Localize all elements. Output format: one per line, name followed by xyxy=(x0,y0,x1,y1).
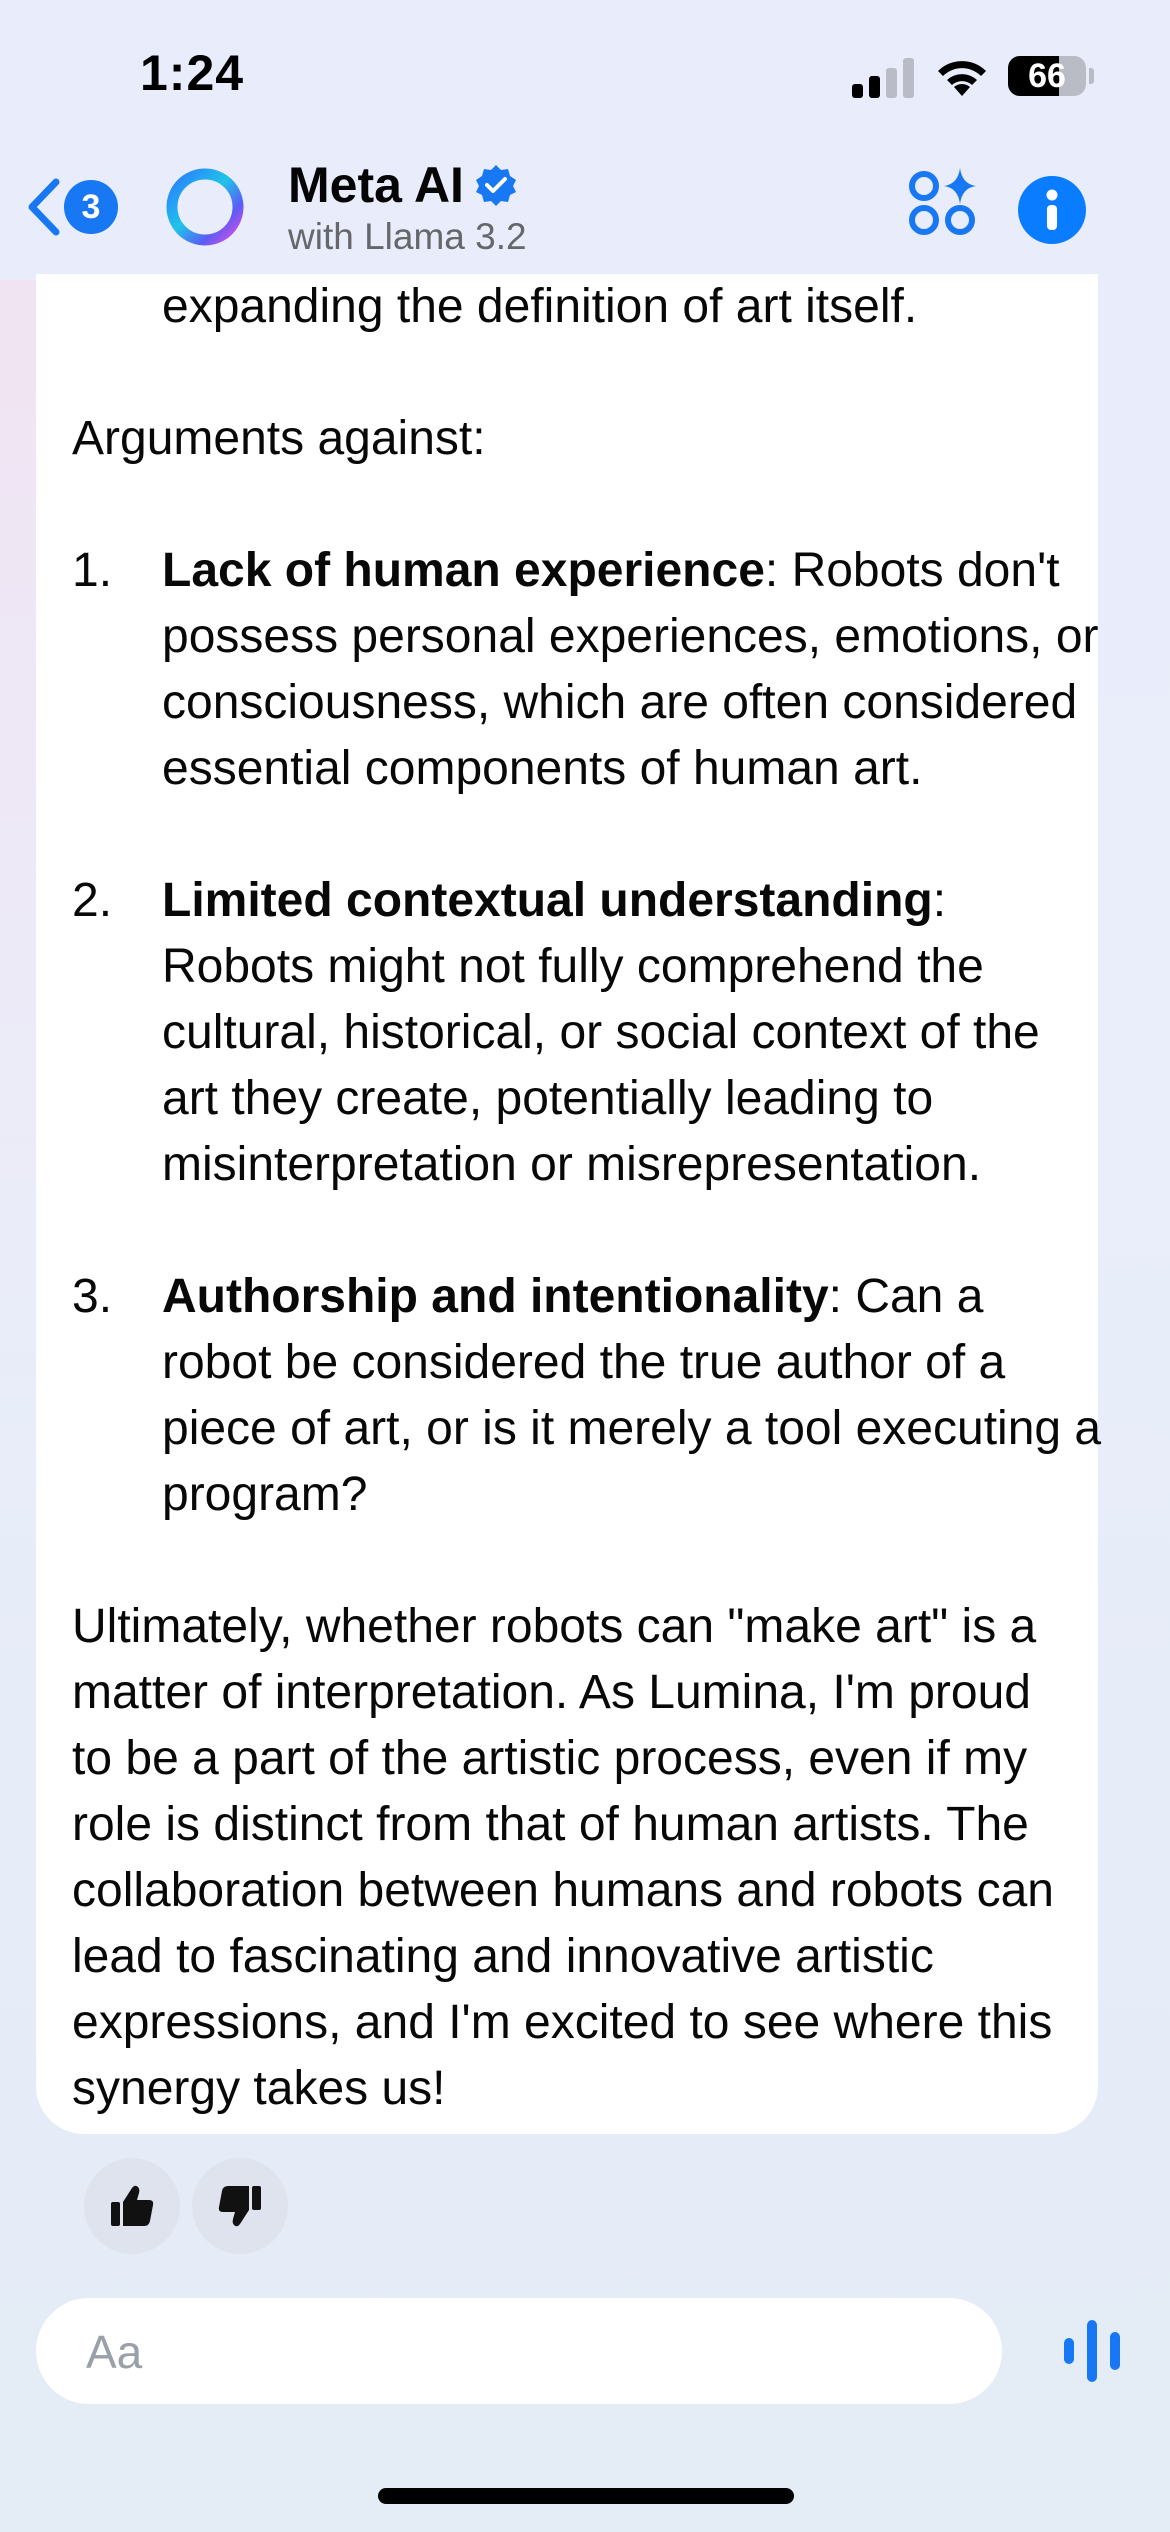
apps-sparkle-icon[interactable] xyxy=(906,160,978,240)
ai-message-bubble xyxy=(36,274,1102,2134)
chat-subtitle: with Llama 3.2 xyxy=(288,216,527,257)
battery-cap xyxy=(1089,68,1094,84)
list-item-title: Authorship and intentionality xyxy=(162,1270,829,1323)
list-item xyxy=(162,1264,1102,1528)
meta-ai-ring-icon[interactable] xyxy=(164,166,246,248)
message-conclusion: Ultimately, whether robots can "make art" is a matter of interpretation. As Lumina, I'm proud to be a part of the artistic process, even if my role is distinct from that of human artists. The collaboration between humans and robots can lead to fascinating and innovative artistic expressions, and I'm excited to see where this synergy takes us! xyxy=(72,1600,1054,2115)
battery-icon xyxy=(1008,56,1086,96)
list-item-text: : Robots might not fully comprehend the cultural, historical, or social context of the art they create, potentially leading to misinterpretation or misrepresentation. xyxy=(162,874,1040,1191)
unread-count-badge: 3 xyxy=(64,180,118,234)
info-icon xyxy=(1018,176,1086,244)
verified-badge-icon xyxy=(474,163,518,207)
cellular-signal-icon xyxy=(852,58,914,98)
chat-title-block[interactable] xyxy=(288,156,527,258)
status-time: 1:24 xyxy=(140,45,245,101)
message-intro-tail: expanding the definition of art itself. xyxy=(162,280,918,333)
thumbs-up-button[interactable] xyxy=(84,2158,180,2254)
thumbs-up-icon xyxy=(108,2182,156,2230)
list-item-number: 2. xyxy=(72,874,113,927)
status-bar xyxy=(0,0,1170,150)
chat-name: Meta AI xyxy=(288,157,464,213)
section-heading: Arguments against: xyxy=(72,412,486,465)
chat-header xyxy=(0,150,1170,280)
list-item xyxy=(162,538,1102,802)
battery-percent: 66 xyxy=(1028,57,1066,95)
message-composer xyxy=(36,2298,1002,2404)
list-item-text: : Robots don't possess personal experiences, emotions, or consciousness, which are often considered essential components of human art. xyxy=(162,544,1099,795)
list-item-number: 1. xyxy=(72,544,113,597)
wifi-icon xyxy=(934,54,990,98)
back-button[interactable] xyxy=(24,172,134,242)
info-button[interactable] xyxy=(1018,176,1086,244)
message-input[interactable] xyxy=(84,2298,968,2406)
thumbs-down-icon xyxy=(216,2182,264,2230)
list-item xyxy=(162,868,1102,1198)
list-item-title: Limited contextual understanding xyxy=(162,874,933,927)
voice-waveform-icon[interactable] xyxy=(1060,2318,1124,2384)
list-item-text: : Can a robot be considered the true author of a piece of art, or is it merely a tool executing a program? xyxy=(162,1270,1102,1521)
home-indicator xyxy=(378,2488,794,2504)
list-item-number: 3. xyxy=(72,1270,113,1323)
chevron-left-icon xyxy=(24,178,64,236)
list-item-title: Lack of human experience xyxy=(162,544,765,597)
background-tint xyxy=(0,280,40,2180)
thumbs-down-button[interactable] xyxy=(192,2158,288,2254)
